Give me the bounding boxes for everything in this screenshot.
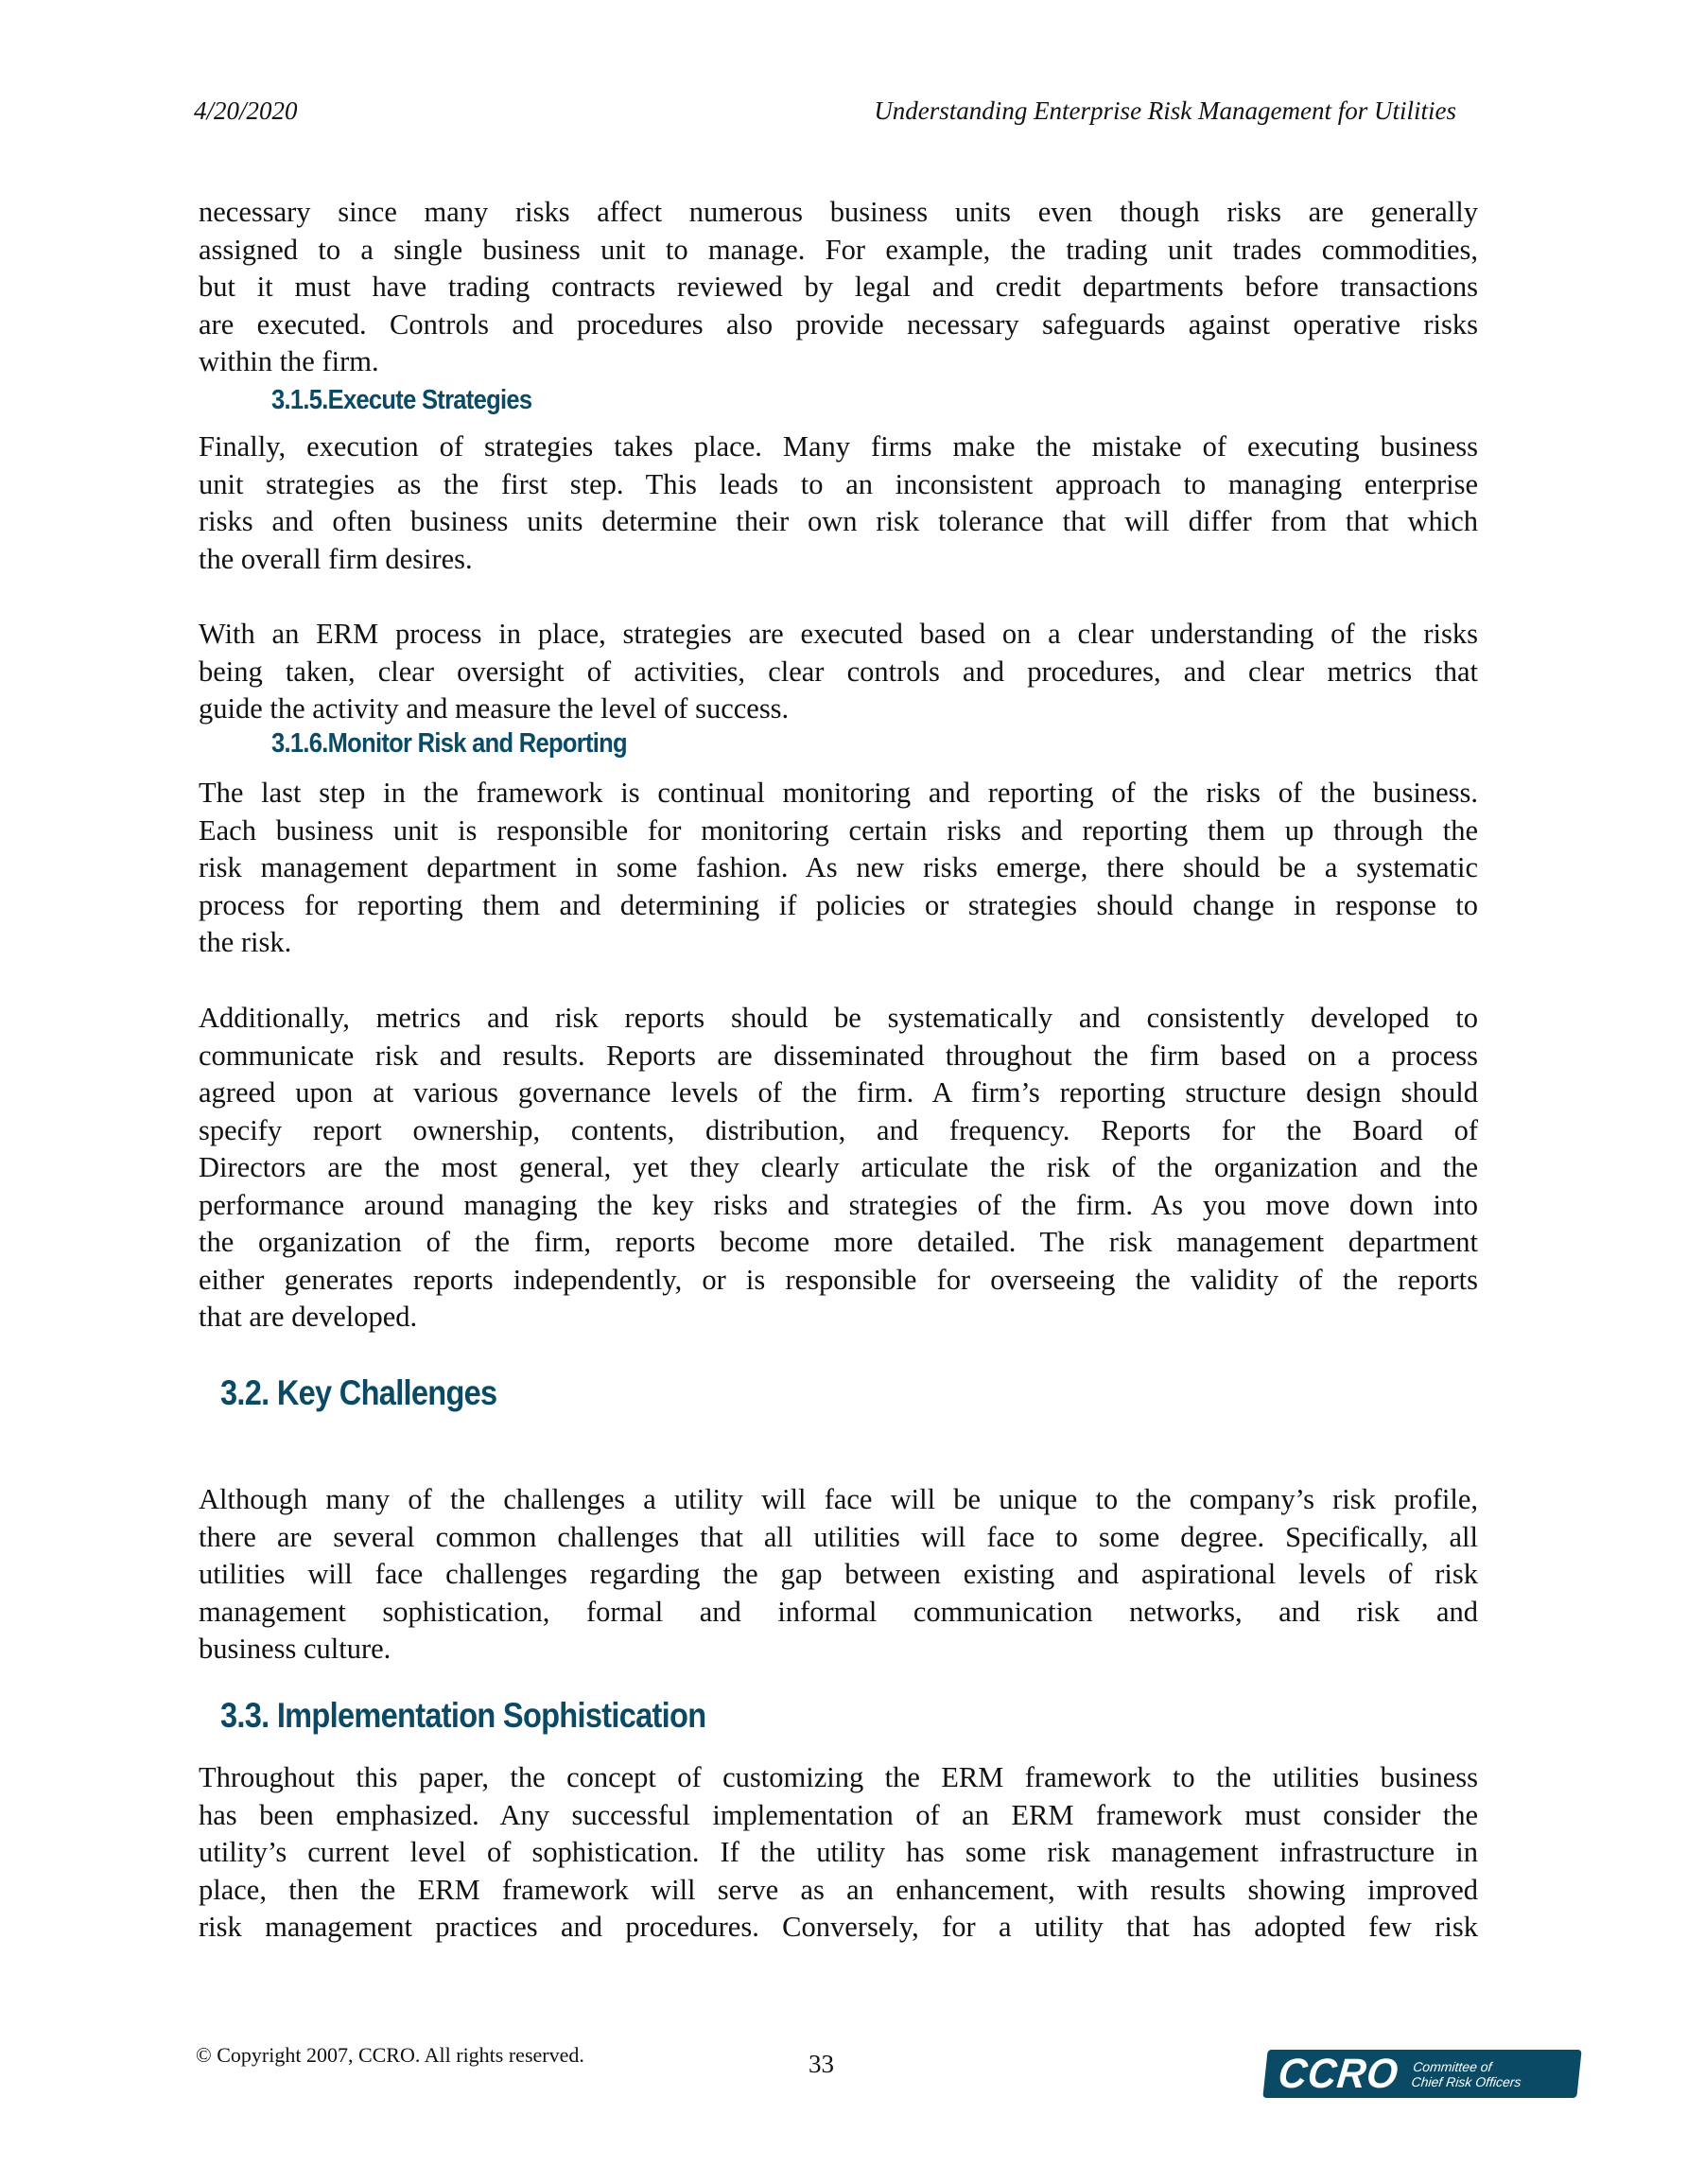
text-line: performance around managing the key risks and strategies of the firm. As you move down into — [199, 1188, 1478, 1221]
text-line: that are developed. — [199, 1301, 418, 1333]
text-line: the overall firm desires. — [199, 542, 473, 575]
text-line: Finally, execution of strategies takes place. Many firms make the mistake of executing business — [199, 430, 1478, 463]
text-line: place, then the ERM framework will serve as an enhancement, with results showing improved — [199, 1873, 1478, 1906]
text-line: specify report ownership, contents, distribution, and frequency. Reports for the Board of — [199, 1113, 1478, 1146]
footer-copyright: © Copyright 2007, CCRO. All rights reserved. — [196, 2043, 584, 2067]
text-line: unit strategies as the first step. This leads to an inconsistent approach to managing enterprise — [199, 467, 1478, 500]
text-line: are executed. Controls and procedures also provide necessary safeguards against operative risks — [199, 307, 1478, 341]
paragraph-continuation — [199, 194, 1478, 381]
text-line: necessary since many risks affect numerous business units even though risks are generally — [199, 196, 1478, 228]
text-line: within the firm. — [199, 345, 379, 377]
text-line: there are several common challenges that all utilities will face to some degree. Specifically, all — [199, 1520, 1478, 1553]
text-line: utilities will face challenges regarding the gap between existing and aspirational levels of risk — [199, 1558, 1478, 1590]
text-line: Each business unit is responsible for monitoring certain risks and reporting them up through the — [199, 813, 1478, 847]
text-line: either generates reports independently, or is responsible for overseeing the validity of the reports — [199, 1263, 1478, 1296]
text-line: Although many of the challenges a utility will face will be unique to the company’s risk profile, — [199, 1483, 1478, 1515]
text-line: Additionally, metrics and risk reports should be systematically and consistently developed to — [199, 1002, 1478, 1034]
page-number: 33 — [809, 2050, 834, 2078]
paragraph-implementation-sophistication — [199, 1759, 1478, 1947]
text-line: The last step in the framework is continual monitoring and reporting of the risks of the business. — [199, 777, 1478, 809]
heading-3-1-5: 3.1.5.Execute Strategies — [271, 385, 532, 415]
text-line: management sophistication, formal and informal communication networks, and risk and — [199, 1595, 1478, 1628]
logo-tagline-line2: Chief Risk Officers — [1410, 2073, 1522, 2089]
text-line: guide the activity and measure the level of success. — [199, 692, 790, 725]
text-line: risks and often business units determine their own risk tolerance that will differ from that which — [199, 505, 1478, 537]
heading-3-2: 3.2. Key Challenges — [220, 1373, 497, 1412]
text-line: the organization of the firm, reports become more detailed. The risk management department — [199, 1226, 1478, 1258]
heading-3-3: 3.3. Implementation Sophistication — [220, 1696, 706, 1735]
logo-tagline-line1: Committee of — [1412, 2058, 1493, 2074]
text-line: assigned to a single business unit to manage. For example, the trading unit trades commodities, — [199, 233, 1478, 266]
logo-tagline — [1411, 2059, 1523, 2089]
paragraph-monitor-risk — [199, 775, 1478, 962]
text-line: but it must have trading contracts reviewed by legal and credit departments before transactions — [199, 271, 1478, 303]
text-line: risk management department in some fashion. As new risks emerge, there should be a systematic — [199, 851, 1478, 883]
text-line: agreed upon at various governance levels of the firm. A firm’s reporting structure design should — [199, 1076, 1478, 1109]
text-line: communicate risk and results. Reports are disseminated throughout the firm based on a process — [199, 1039, 1478, 1072]
text-line: process for reporting them and determining if policies or strategies should change in response to — [199, 888, 1478, 921]
paragraph-key-challenges — [199, 1481, 1478, 1669]
text-line: being taken, clear oversight of activities, clear controls and procedures, and clear metrics that — [199, 655, 1478, 688]
header-date: 4/20/2020 — [194, 96, 298, 125]
text-line: risk management practices and procedures. Conversely, for a utility that has adopted few risk — [199, 1911, 1478, 1943]
logo-mark: CCRO — [1276, 2050, 1401, 2097]
text-line: utility’s current level of sophistication. If the utility has some risk management infrastructure in — [199, 1836, 1478, 1868]
paragraph-execute-strategies — [199, 428, 1478, 578]
text-line: With an ERM process in place, strategies are executed based on a clear understanding of the risks — [199, 618, 1478, 650]
text-line: Throughout this paper, the concept of customizing the ERM framework to the utilities business — [199, 1761, 1478, 1793]
ccro-logo — [1262, 2050, 1581, 2098]
paragraph-erm-process — [199, 616, 1478, 728]
paragraph-metrics-reports — [199, 1000, 1478, 1337]
text-line: business culture. — [199, 1633, 391, 1665]
heading-3-1-6: 3.1.6.Monitor Risk and Reporting — [271, 728, 627, 759]
text-line: the risk. — [199, 926, 292, 958]
header-title: Understanding Enterprise Risk Management for Utilities — [874, 96, 1456, 125]
text-line: Directors are the most general, yet they clearly articulate the risk of the organization and the — [199, 1151, 1478, 1183]
text-line: has been emphasized. Any successful implementation of an ERM framework must consider the — [199, 1798, 1478, 1831]
